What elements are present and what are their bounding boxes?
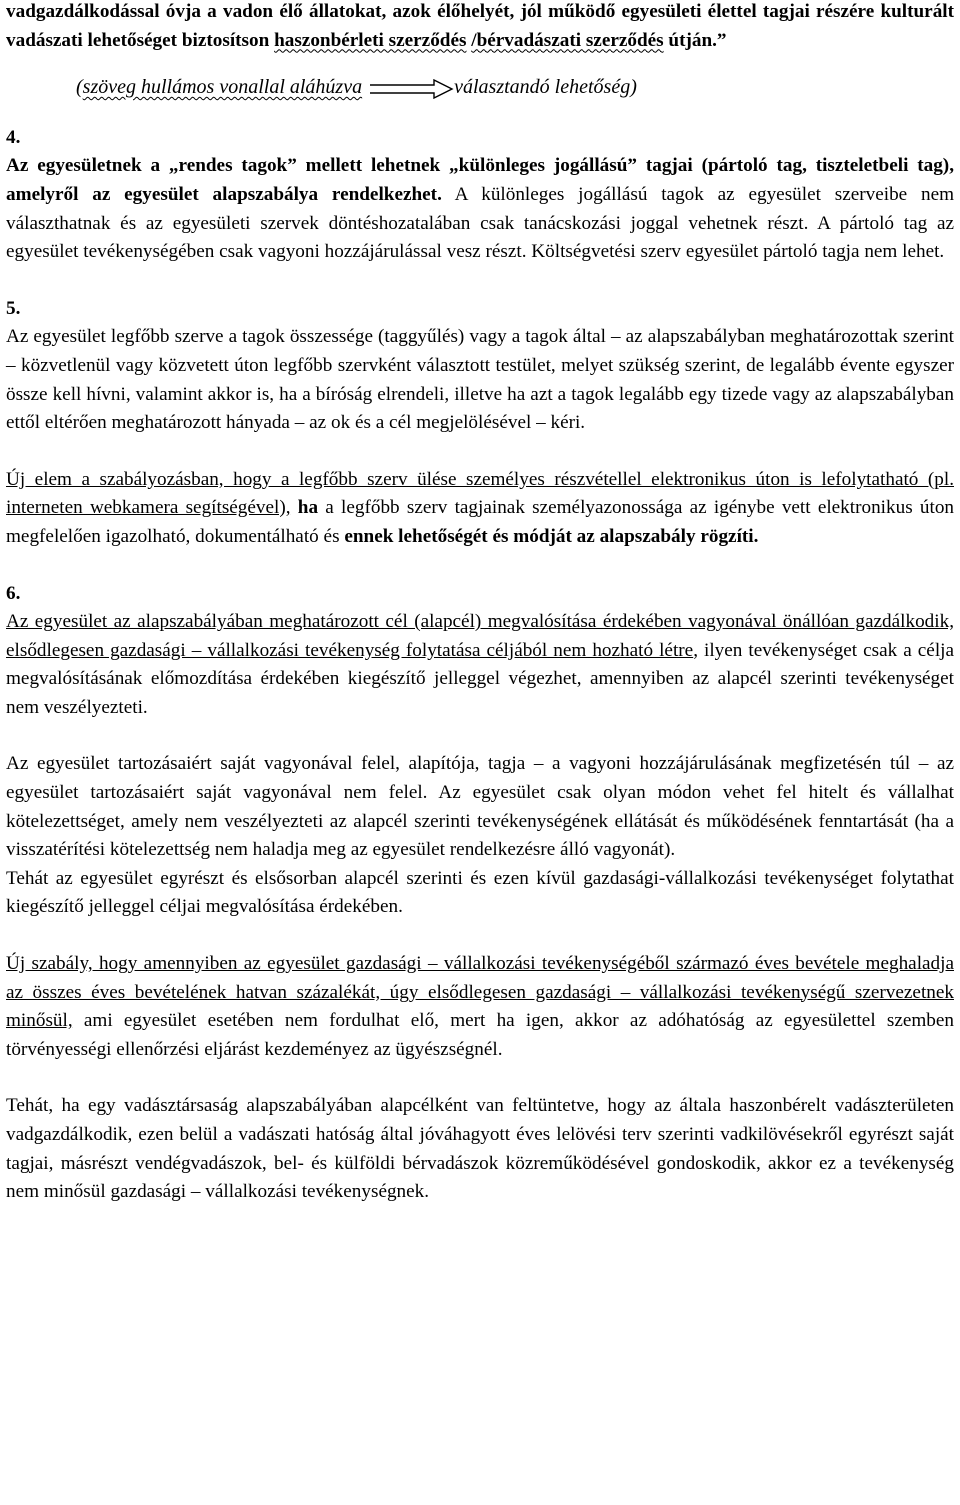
lease-contract-option: haszonbérleti szerződés (274, 29, 467, 51)
section-6-paragraph-4 (6, 950, 954, 1064)
intro-line-3-end: útján.” (668, 29, 727, 51)
section-4-bold: Az egyesületnek a „rendes tagok” mellett lehetnek „különleges jogállású” tagjai (pártoló tag, tiszteletbeli tag), amelyről az egyesület alapszabálya rendelkezhet. (6, 155, 954, 205)
section-5-new-rule: Új elem a szabályozásban, hogy a legfőbb szerv ülése személyes részvétellel elektronikus úton is lefolytatható (pl. interneten webkamera segítségével), (6, 468, 954, 519)
legend-note (76, 73, 954, 102)
note-wavy-text: szöveg hullámos vonallal aláhúzva (82, 76, 363, 99)
section-5-number: 5. (6, 297, 21, 319)
section-6-rule-rest: ami egyesület esetében nem fordulhat elő, mert ha igen, akkor az adóhatóság az egyesülettel szemben törvényességi ellenőrzési eljárást kezdeményez az ügyészségnél. (6, 1010, 955, 1060)
intro-line-1: vadgazdálkodással óvja a vadon élő állatokat, azok élőhelyét, jól működő egyesületi (6, 1, 702, 22)
section-6-underlined: Az egyesület az alapszabályában meghatározott cél (alapcél) megvalósítása érdekében vagyonával önállóan gazdálkodik, elsődlegesen gazdasági – vállalkozási tevékenység folytatása céljából nem hozható létre (6, 611, 954, 661)
spacer (6, 1064, 954, 1092)
spacer (6, 438, 954, 466)
section-4-text: A különleges jogállású tagok az egyesület szerveibe nem választhatnak és az egyesületi szervek döntéshozatalában csak tanácskozási joggal vehetnek részt. A pártoló tag az egyesület tevékenységében csak vagyoni hozzájárulással vesz részt. Költségvetési szerv egyesület pártoló tagja nem lehet. (6, 183, 955, 263)
section-6-new-rule: Új szabály, hogy amennyiben az egyesület gazdasági – vállalkozási tevékenységéből származó éves bevétele meghaladja az összes éves bevételének hatvan százalékát, úgy elsődlegesen gazdasági – vállalkozási tevékenységű szervezetnek minősül, (6, 953, 954, 1032)
section-4-number: 4. (6, 126, 21, 148)
spacer (6, 55, 954, 73)
section-5-bold-end: ennek lehetőségét és módját az alapszabály rögzíti. (344, 525, 759, 547)
section-6-paragraph-3: Tehát az egyesület egyrészt és elsősorban alapcél szerinti és ezen kívül gazdasági-vállalkozási tevékenységet folytathat kiegészítő jelleggel céljai megvalósítása érdekében. (6, 867, 954, 918)
section-5-paragraph-1: Az egyesület legfőbb szerve a tagok összessége (taggyűlés) vagy a tagok által – az alapszabályban meghatározottak szerint – közvetlenül vagy közvetett úton legfőbb szervként választott testület, melyet szükség szerint, de legalább évente egyszer össze kell hívni, valamint akkor is, ha a bíróság elrendeli, illetve ha azt a tagok legalább egy tizede vagy az alapszabályban ettől eltérően meghatározott hányada – az ok és a cél megjelölésével – kéri. (6, 326, 954, 434)
spacer (6, 102, 954, 124)
section-6-paragraph-1 (6, 608, 954, 722)
section-5-paragraph-2 (6, 466, 954, 552)
section-6-paragraph-2: Az egyesület tartozásaiért saját vagyonával felel, alapítója, tagja – a vagyoni hozzájárulásának megfizetésén túl – az egyesület tartozásaiért saját vagyonával nem felel. Az egyesület csak olyan módon vehet fel hitelt és vállalhat kötelezettséget, amely nem veszélyezteti az alapcél szerinti tevékenységének ellátását és működésének fenntartását (ha a visszatérítési kötelezettség nem haladja meg az egyesület rendelkezésre álló vagyonát). (6, 753, 954, 861)
spacer (6, 922, 954, 950)
spacer (6, 552, 954, 580)
section-4-paragraph (6, 152, 954, 266)
intro-paragraph (6, 0, 954, 55)
section-5-if: ha (297, 497, 319, 519)
note-after-arrow: választandó lehetőség) (454, 76, 637, 99)
section-6-paragraph-5: Tehát, ha egy vadásztársaság alapszabályában alapcélként van feltüntetve, hogy az általa haszonbérelt vadászterületen vadgazdálkodik, ezen belül a vadászati hatóság által jóváhagyott éves lelövési terv szerinti vadkilövésekről egyrészt saját tagjai, másrészt vendégvadászok, bel- és külföldi bérvadászok közreműködésével gondoskodik, akkor ez a tevékenység nem minősül gazdasági – vállalkozási tevékenységnek. (6, 1095, 954, 1203)
section-6-number: 6. (6, 582, 21, 604)
intro-line-2: élettel tagjai részére kulturált vadászati lehetőséget biztosítson (6, 1, 955, 51)
spacer (6, 267, 954, 295)
spacer (6, 722, 954, 750)
hunting-contract-option: /bérvadászati szerződés (471, 29, 664, 51)
section-6-rest: , ilyen tevékenységet csak a célja megvalósításának előmozdítása érdekében kiegészítő jelleggel végezhet, amennyiben az alapcél szerinti tevékenységet nem veszélyezteti. (6, 639, 954, 718)
double-arrow-icon (368, 79, 454, 99)
note-open: ( (76, 76, 83, 99)
section-5-mid: a legfőbb szerv tagjainak személyazonossága az igénybe vett elektronikus úton megfelelően igazolható, dokumentálható és (6, 497, 955, 547)
